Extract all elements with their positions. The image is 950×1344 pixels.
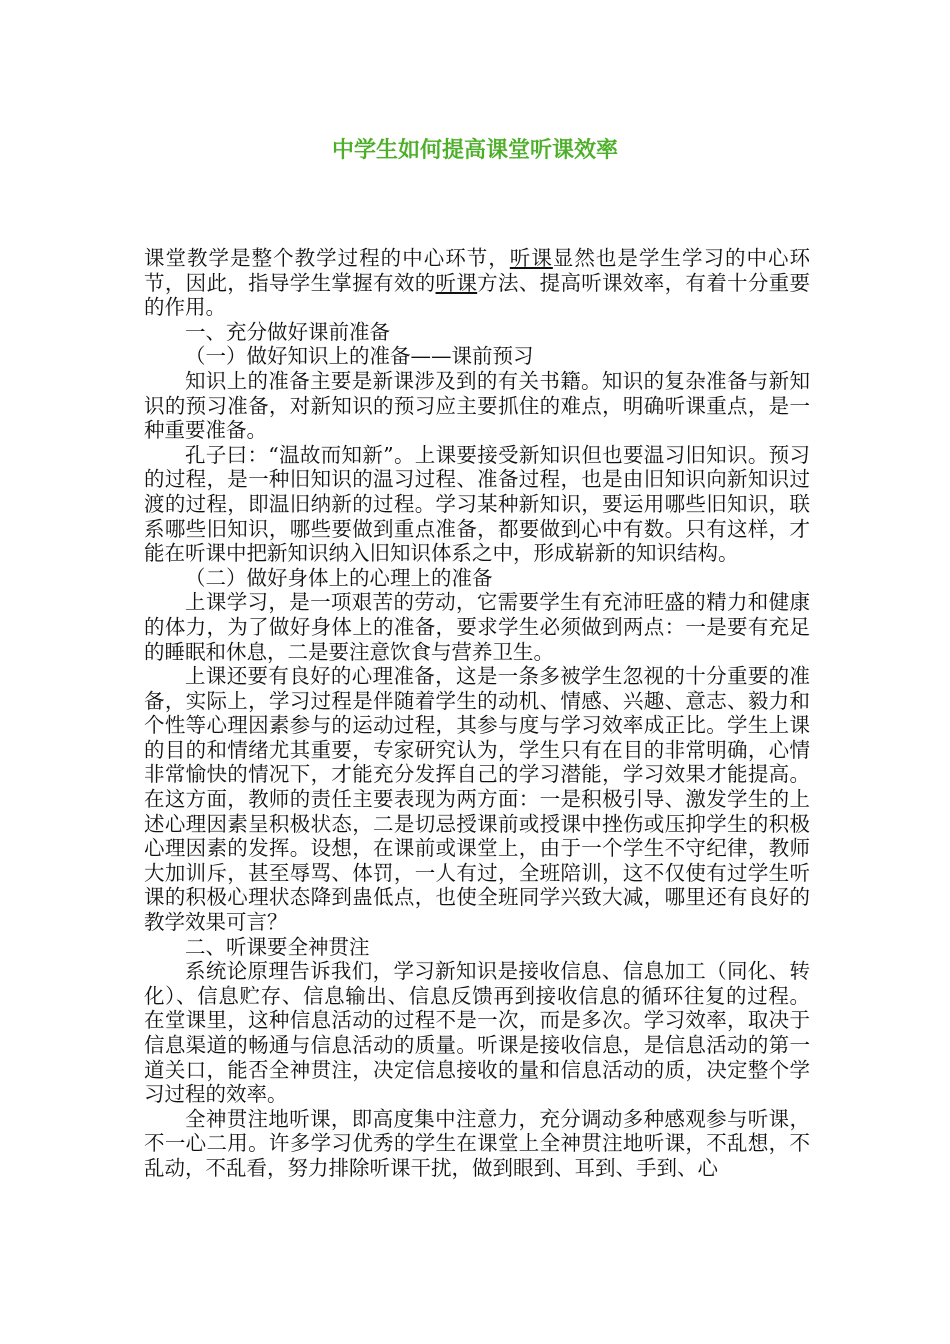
document-body (144, 246, 810, 1181)
listening-link-1[interactable]: 听课 (509, 246, 553, 270)
subsection-heading-1: （一）做好知识上的准备——课前预习 (185, 344, 534, 369)
intro-text-3: 方法、提高听课效率，有着十分重要的作用。 (144, 270, 811, 320)
section-heading-2: 二、听课要全神贯注 (185, 934, 370, 959)
intro-text-1: 课堂教学是整个教学过程的中心环节， (144, 246, 510, 270)
paragraph-psychological-prep: 上课还要有良好的心理准备，这是一条多被学生忽视的十分重要的准备，实际上，学习过程是伴随着学生的动机、情感、兴趣、意志、毅力和个性等心理因素参与的运动过程，其参与度与学习效率成正比。学生上课的目的和情绪尤其重要，专家研究认为，学生只有在目的非常明确，心情非常愉快的情况下，才能充分发挥自己的学习潜能，学习效果才能提高。在这方面，教师的责任主要表现为两方面：一是积极引导、激发学生的上述心理因素呈积极状态，二是切忌授课前或授课中挫伤或压抑学生的积极心理因素的发挥。设想，在课前或课堂上，由于一个学生不守纪律，教师大加训斥，甚至辱骂、体罚，一人有过，全班陪训，这不仅使有过学生听课的积极心理状态降到蛊低点，也使全班同学兴致大减，哪里还有良好的教学效果可言？ (144, 664, 810, 935)
subsection-heading-2: （二）做好身体上的心理上的准备 (185, 565, 493, 590)
document-title: 中学生如何提高课堂听课效率 (331, 138, 618, 163)
listening-link-2[interactable]: 听课 (435, 270, 478, 295)
paragraph-confucius: 孔子曰：“温故而知新”。上课要接受新知识但也要温习旧知识。预习的过程，是一种旧知识的温习过程、准备过程，也是由旧知识向新知识过渡的过程，即温旧纳新的过程。学习某种新知识，要运用哪些旧知识，联系哪些旧知识，哪些要做到重点准备，都要做到心中有数。只有这样，才能在听课中把新知识纳入旧知识体系之中，形成崭新的知识结构。 (144, 442, 810, 566)
paragraph-full-attention: 全神贯注地听课，即高度集中注意力，充分调动多种感观参与听课，不一心二用。许多学习优秀的学生在课堂上全神贯注地听课，不乱想，不乱动，不乱看，努力排除听课干扰，做到眼到、耳到、手到、心 (144, 1106, 810, 1180)
paragraph-systems-theory: 系统论原理告诉我们，学习新知识是接收信息、信息加工（同化、转化）、信息贮存、信息输出、信息反馈再到接收信息的循环往复的过程。在堂课里，这种信息活动的过程不是一次，而是多次。学习效率，取决于信息渠道的畅通与信息活动的质量。听课是接收信息，是信息活动的第一道关口，能否全神贯注，决定信息接收的量和信息活动的质，决定整个学习过程的效率。 (144, 959, 810, 1107)
paragraph-knowledge-prep: 知识上的准备主要是新课涉及到的有关书籍。知识的复杂准备与新知识的预习准备，对新知识的预习应主要抓住的难点，明确听课重点，是一种重要准备。 (144, 368, 810, 443)
section-heading-1: 一、充分做好课前准备 (185, 319, 390, 344)
intro-text-2: 显然也是学生学习的中心环节，因此，指导学生掌握有效的 (144, 246, 811, 295)
intro-paragraph (144, 246, 810, 320)
paragraph-physical-prep: 上课学习，是一项艰苦的劳动，它需要学生有充沛旺盛的精力和健康的体力，为了做好身体上的准备，要求学生必须做到两点：一是要有充足的睡眠和休息，二是要注意饮食与营养卫生。 (144, 590, 810, 664)
